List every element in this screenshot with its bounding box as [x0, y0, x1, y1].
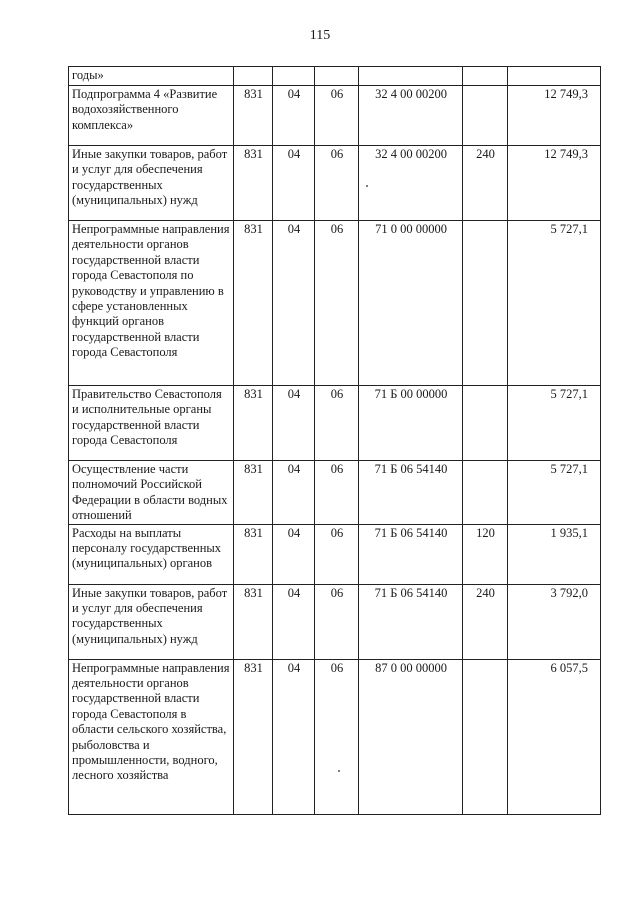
gad-code: 831: [234, 146, 273, 221]
subsection-code: 06: [315, 146, 359, 221]
row-name: годы»: [69, 67, 234, 86]
subsection-code: 06: [315, 386, 359, 461]
expense-type-code: [463, 67, 508, 86]
subsection-code: 06: [315, 461, 359, 525]
target-article-code: 32 4 00 00200: [359, 146, 463, 221]
section-code: 04: [273, 146, 315, 221]
target-article-code: 71 0 00 00000: [359, 221, 463, 386]
amount: 3 792,0: [508, 584, 601, 659]
gad-code: 831: [234, 86, 273, 146]
gad-code: 831: [234, 221, 273, 386]
subsection-code: 06: [315, 86, 359, 146]
section-code: 04: [273, 86, 315, 146]
row-name: Правительство Севастополя и исполнительные органы государственной власти города Севастополя: [69, 386, 234, 461]
row-name: Подпрограмма 4 «Развитие водохозяйственного комплекса»: [69, 86, 234, 146]
table-row: [69, 221, 601, 386]
expense-type-code: 240: [463, 584, 508, 659]
table-row: [69, 524, 601, 584]
amount: 6 057,5: [508, 659, 601, 814]
amount: 5 727,1: [508, 221, 601, 386]
amount: 1 935,1: [508, 524, 601, 584]
section-code: 04: [273, 221, 315, 386]
expense-type-code: [463, 659, 508, 814]
budget-table: [68, 66, 601, 815]
gad-code: 831: [234, 461, 273, 525]
gad-code: 831: [234, 584, 273, 659]
row-name: Осуществление части полномочий Российской Федерации в области водных отношений: [69, 461, 234, 525]
row-name: Иные закупки товаров, работ и услуг для обеспечения государственных (муниципальных) нужд: [69, 146, 234, 221]
target-article-code: 71 Б 06 54140: [359, 584, 463, 659]
section-code: 04: [273, 461, 315, 525]
expense-type-code: 240: [463, 146, 508, 221]
expense-type-code: [463, 386, 508, 461]
gad-code: 831: [234, 659, 273, 814]
subsection-code: 06: [315, 221, 359, 386]
row-name: Непрограммные направления деятельности органов государственной власти города Севастополя в области сельского хозяйства, рыболовства и промышленности, водного, лесного хозяйства: [69, 659, 234, 814]
section-code: 04: [273, 584, 315, 659]
gad-code: 831: [234, 386, 273, 461]
amount: 5 727,1: [508, 386, 601, 461]
section-code: [273, 67, 315, 86]
subsection-code: [315, 67, 359, 86]
subsection-code: 06: [315, 659, 359, 814]
scan-artifact: [366, 185, 368, 187]
amount: 5 727,1: [508, 461, 601, 525]
gad-code: [234, 67, 273, 86]
table-row: [69, 461, 601, 525]
gad-code: 831: [234, 524, 273, 584]
expense-type-code: [463, 221, 508, 386]
target-article-code: 71 Б 06 54140: [359, 461, 463, 525]
subsection-code: 06: [315, 584, 359, 659]
subsection-code: 06: [315, 524, 359, 584]
table-row: [69, 146, 601, 221]
expense-type-code: [463, 86, 508, 146]
expense-type-code: [463, 461, 508, 525]
target-article-code: 71 Б 06 54140: [359, 524, 463, 584]
amount: 12 749,3: [508, 146, 601, 221]
target-article-code: 32 4 00 00200: [359, 86, 463, 146]
scan-artifact: [338, 770, 340, 772]
target-article-code: [359, 67, 463, 86]
target-article-code: 71 Б 00 00000: [359, 386, 463, 461]
section-code: 04: [273, 659, 315, 814]
page-number: 115: [309, 28, 331, 43]
amount: [508, 67, 601, 86]
expense-type-code: 120: [463, 524, 508, 584]
row-name: Иные закупки товаров, работ и услуг для обеспечения государственных (муниципальных) нужд: [69, 584, 234, 659]
section-code: 04: [273, 386, 315, 461]
table-row: [69, 659, 601, 814]
section-code: 04: [273, 524, 315, 584]
amount: 12 749,3: [508, 86, 601, 146]
table-row: [69, 386, 601, 461]
table-row: [69, 584, 601, 659]
table-row: [69, 67, 601, 86]
table-row: [69, 86, 601, 146]
target-article-code: 87 0 00 00000: [359, 659, 463, 814]
row-name: Непрограммные направления деятельности органов государственной власти города Севастополя по руководству и управлению в сфере установленных функций органов государственной власти города Севастополя: [69, 221, 234, 386]
row-name: Расходы на выплаты персоналу государственных (муниципальных) органов: [69, 524, 234, 584]
